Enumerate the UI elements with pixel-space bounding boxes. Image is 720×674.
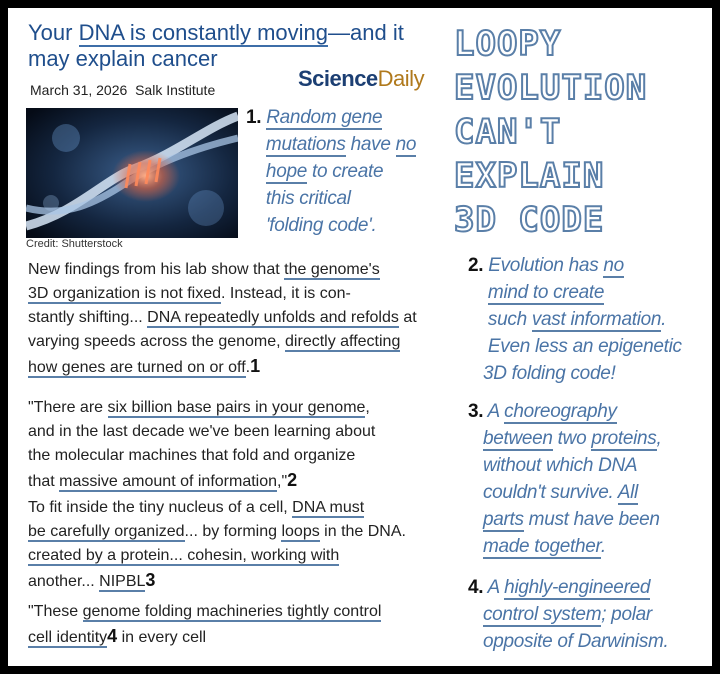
photo-credit: Credit: Shutterstock: [26, 238, 123, 250]
commentary-claim-4: 4. A highly-engineered control system; polar opposite of Darwinism.: [468, 577, 669, 652]
infographic-panel: [8, 8, 712, 666]
article-paragraph-3: To fit inside the tiny nucleus of a cell, DNA must be carefully organized... by forming loops in the DNA. created by a protein... cohesin, working with another... NIPBL3: [28, 499, 406, 590]
marker-2: 2: [287, 470, 298, 490]
article-paragraph-4: "These genome folding machineries tightly control cell identity4 in every cell: [28, 603, 382, 646]
headline-underlined-phrase: DNA is constantly moving: [78, 20, 329, 45]
commentary-claim-1: 1. Random gene mutations have no hope to create this critical 'folding code'.: [246, 107, 417, 236]
article-date: March 31, 2026: [30, 82, 128, 98]
marker-1: 1: [250, 356, 261, 376]
commentary-title: LOOPY EVOLUTION CAN'T EXPLAIN 3D CODE: [454, 24, 648, 240]
marker-3: 3: [145, 570, 156, 590]
commentary-claim-3: 3. A choreography between two proteins, without which DNA couldn't survive. All parts must have been made together.: [468, 401, 662, 557]
article-source: Salk Institute: [135, 82, 216, 98]
article-paragraph-2: "There are six billion base pairs in your genome, and in the last decade we've been learning about the molecular machines that fold and organize that massive amount of information,"2: [28, 399, 376, 490]
dna-helix-photo: [26, 108, 238, 238]
commentary-claim-2: 2. Evolution has no mind to create such vast information. Even less an epigenetic 3D folding code!: [468, 255, 682, 384]
sciencedaily-logo: ScienceDaily: [298, 66, 425, 91]
article-dateline: [30, 82, 215, 98]
article-headline[interactable]: Your DNA is constantly moving—and it may explain cancer: [28, 20, 404, 71]
article-paragraph-1: New findings from his lab show that the genome's 3D organization is not fixed. Instead, it is con- stantly shifting... DNA repeatedly unfolds and refolds at varying speeds across the genome, directly affecting how genes are turned on or off.1: [28, 261, 417, 376]
marker-4: 4: [107, 626, 118, 646]
